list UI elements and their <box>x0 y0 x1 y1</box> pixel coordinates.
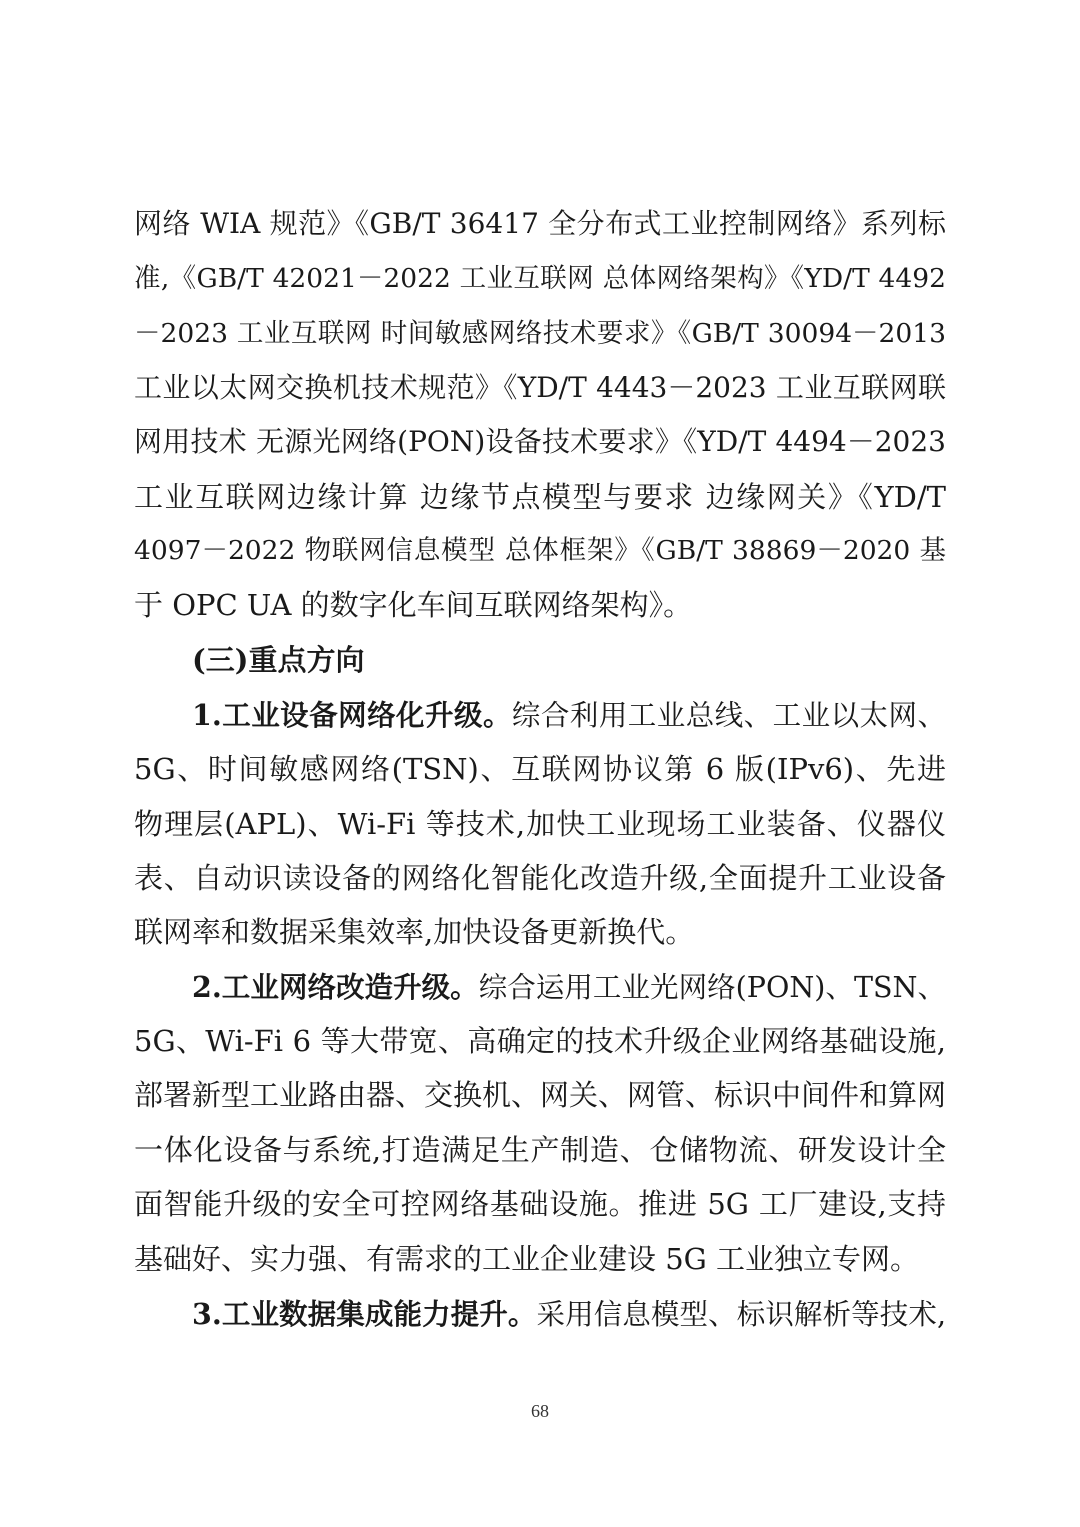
body-text-line: 面智能升级的安全可控网络基础设施。推进 5G 工厂建设,支持 <box>134 1187 946 1221</box>
body-text-line: 4097－2022 物联网信息模型 总体框架》《GB/T 38869－2020 基 <box>134 535 946 566</box>
page-number: 68 <box>531 1401 549 1421</box>
body-text-line: 表、自动识读设备的网络化智能化改造升级,全面提升工业设备 <box>134 861 946 895</box>
body-text-line: 5G、时间敏感网络(TSN)、互联网协议第 6 版(IPv6)、先进 <box>134 752 946 786</box>
body-text-line: 联网率和数据采集效率,加快设备更新换代。 <box>134 915 695 949</box>
body-text-line: 网用技术 无源光网络(PON)设备技术要求》《YD/T 4494－2023 <box>134 425 946 458</box>
paragraph-first-line <box>192 693 946 738</box>
body-text-line: 工业互联网边缘计算 边缘节点模型与要求 边缘网关》《YD/T <box>134 480 946 514</box>
body-text-line: 准,《GB/T 42021－2022 工业互联网 总体网络架构》《YD/T 4492 <box>134 263 946 294</box>
section-heading: (三)重点方向 <box>192 643 365 677</box>
body-text-line: 5G、Wi-Fi 6 等大带宽、高确定的技术升级企业网络基础设施, <box>134 1024 946 1058</box>
body-text-line: 基础好、实力强、有需求的工业企业建设 5G 工业独立专网。 <box>134 1242 920 1276</box>
body-text-line: 一体化设备与系统,打造满足生产制造、仓储物流、研发设计全 <box>134 1133 946 1167</box>
body-text-line: 工业以太网交换机技术规范》《YD/T 4443－2023 工业互联网联 <box>134 371 946 404</box>
paragraph-text: 综合利用工业总线、工业以太网、 <box>511 699 946 732</box>
paragraph-lead-title: 2.工业网络改造升级。 <box>192 970 479 1004</box>
paragraph-lead-title: 3.工业数据集成能力提升。 <box>192 1297 537 1331</box>
paragraph-first-line <box>192 1292 946 1337</box>
body-text-line: 网络 WIA 规范》《GB/T 36417 全分布式工业控制网络》系列标 <box>134 207 946 240</box>
body-text-line: 物理层(APL)、Wi-Fi 等技术,加快工业现场工业装备、仪器仪 <box>134 807 946 841</box>
paragraph-first-line <box>192 965 946 1010</box>
paragraph-text: 采用信息模型、标识解析等技术, <box>536 1298 946 1331</box>
body-text-line: 于 OPC UA 的数字化车间互联网络架构》。 <box>134 588 693 622</box>
body-text-line: 部署新型工业路由器、交换机、网关、网管、标识中间件和算网 <box>134 1078 946 1112</box>
body-text-line: －2023 工业互联网 时间敏感网络技术要求》《GB/T 30094－2013 <box>134 318 946 349</box>
paragraph-text: 综合运用工业光网络(PON)、TSN、 <box>478 971 946 1004</box>
paragraph-lead-title: 1.工业设备网络化升级。 <box>192 698 512 732</box>
